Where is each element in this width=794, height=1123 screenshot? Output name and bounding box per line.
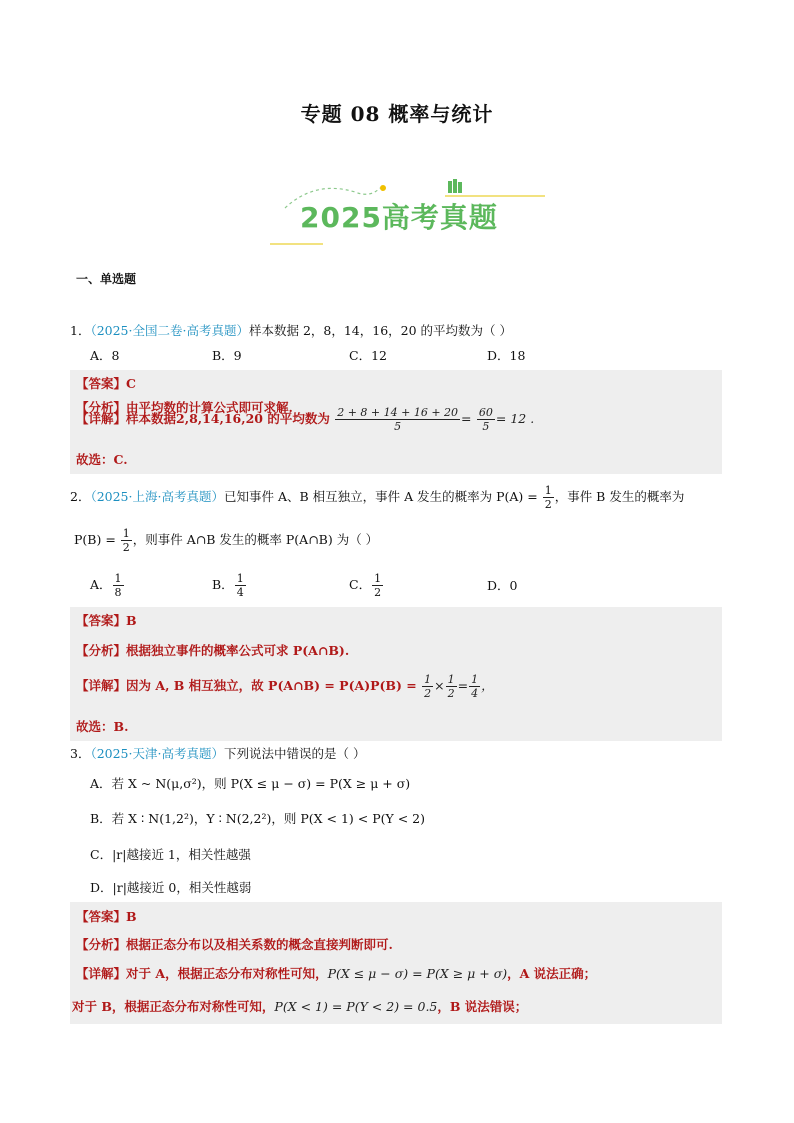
question-stem-cont: ，事件 B 发生的概率为 [554,489,685,504]
question-stem: 已知事件 A、B 相互独立，事件 A 发生的概率为 P(A) = [223,489,538,504]
numerator: 1 [374,572,382,585]
option-b: B．若 X ∶ N(1,2²)，Y ∶ N(2,2²)，则 P(X < 1) < P(Y < 2) [90,811,425,826]
question-stem: 样本数据 2，8，14，16，20 的平均数为（ ） [248,323,513,338]
option-d: D．18 [487,348,526,363]
numerator: 1 [122,527,130,540]
question-number: 2． [70,489,91,504]
equals-sign: = [457,678,469,693]
detail-line [70,997,722,1015]
denominator: 2 [447,687,455,700]
answer-tag: 【答案】 [76,376,127,391]
analysis-text: 由平均数的计算公式即可求解. [126,400,293,415]
denominator: 2 [122,541,130,554]
denominator: 4 [236,586,244,599]
detail-math: P(X ≤ μ − σ) = P(X ≥ μ + σ) [327,966,508,981]
answer-value: C [126,376,136,391]
fraction [113,572,124,599]
denominator: 4 [471,687,479,700]
question-stem-cont: P(B) = [74,532,116,547]
option-label: C． [349,577,372,592]
answer-line [70,611,722,629]
analysis-line [70,641,722,659]
fraction [121,527,132,554]
option-b [212,572,247,599]
option-a: A．若 X ~ N(μ,σ²)，则 P(X ≤ μ − σ) = P(X ≥ μ + σ) [90,776,411,791]
choose-line: 故选：C. [76,452,128,467]
answer-line [70,374,722,392]
detail-line [70,673,722,700]
answer-value: B [126,909,137,924]
option-c [349,572,384,599]
denominator: 2 [424,687,432,700]
numerator: 1 [447,673,455,686]
analysis-tag: 【分析】 [76,643,127,658]
fraction [372,572,383,599]
detail-end: ， [481,678,494,693]
question-source: （2025·全国二卷·高考真题） [90,323,249,338]
fraction [422,673,433,700]
numerator: 1 [114,572,122,585]
question-source: （2025·上海·高考真题） [90,489,224,504]
fraction [477,406,495,433]
answer-line [70,907,722,925]
detail-tag: 【详解】 [76,966,127,981]
fraction [335,406,460,433]
fraction [469,673,480,700]
numerator: 2 + 8 + 14 + 16 + 20 [337,406,459,419]
option-c: C．|r|越接近 1，相关性越强 [90,847,251,862]
detail-math: P(X < 1) = P(Y < 2) = 0.5 [274,999,438,1014]
question-2 [70,484,684,511]
detail-tag: 【详解】 [76,678,127,693]
analysis-tag: 【分析】 [76,937,127,952]
option-d: D．|r|越接近 0，相关性越弱 [90,880,252,895]
page-title: 专题 08 概率与统计 [300,102,494,126]
question-3 [70,744,365,762]
option-a: A．8 [90,348,120,363]
option-b: B．9 [212,348,242,363]
detail-result: = 12 . [495,411,535,426]
option-a [90,572,125,599]
detail-text: 对于 A，根据正态分布对称性可知， [126,966,328,981]
numerator: 1 [424,673,432,686]
denominator: 2 [544,498,552,511]
answer-value: B [126,613,137,628]
question-source: （2025·天津·高考真题） [90,746,224,761]
answer-tag: 【答案】 [76,909,127,924]
denominator: 2 [374,586,382,599]
question-stem-cont: ，则事件 A∩B 发生的概率 P(A∩B) 为（ ） [132,532,379,547]
question-1 [70,321,512,339]
section-heading: 一、单选题 [76,272,137,286]
banner-title: 2025高考真题 [300,201,498,234]
fraction [543,484,554,511]
numerator: 60 [478,406,493,419]
detail-end: ，B 说法错误； [437,999,528,1014]
fraction [446,673,457,700]
option-label: B． [212,577,234,592]
analysis-text: 根据独立事件的概率公式可求 P(A∩B). [126,643,350,658]
detail-line [70,964,722,982]
detail-tag: 【详解】 [76,411,127,426]
detail-text: 因为 A, B 相互独立，故 P(A∩B) = P(A)P(B) = [126,678,417,693]
times-sign: × [434,678,445,693]
numerator: 1 [236,572,244,585]
detail-text: 样本数据2,8,14,16,20 的平均数为 [126,411,330,426]
question-2-line2 [74,527,378,554]
numerator: 1 [471,673,479,686]
question-number: 3． [70,746,91,761]
fraction [235,572,246,599]
detail-line: 【详解】样本数据2,8,14,16,20 的平均数为 $\frac{2 + 8 + 14 + 16 + 20}{5}$ = $\frac{60}{5}$ = 12 . [76,406,535,433]
answer-tag: 【答案】 [76,613,127,628]
choose-line: 故选：B. [76,719,129,734]
option-c: C．12 [349,348,387,363]
question-stem: 下列说法中错误的是（ ） [223,746,366,761]
analysis-tag: 【分析】 [76,400,127,415]
option-d: D．0 [487,578,518,593]
denominator: 8 [114,586,122,599]
option-label: A． [90,577,112,592]
denominator: 5 [482,420,490,433]
denominator: 5 [394,420,402,433]
detail-end: ，A 说法正确； [507,966,597,981]
question-number: 1． [70,323,91,338]
detail-text: 对于 B，根据正态分布对称性可知， [72,999,275,1014]
numerator: 1 [544,484,552,497]
analysis-line [70,935,722,953]
analysis-text: 根据正态分布以及相关系数的概念直接判断即可. [126,937,393,952]
